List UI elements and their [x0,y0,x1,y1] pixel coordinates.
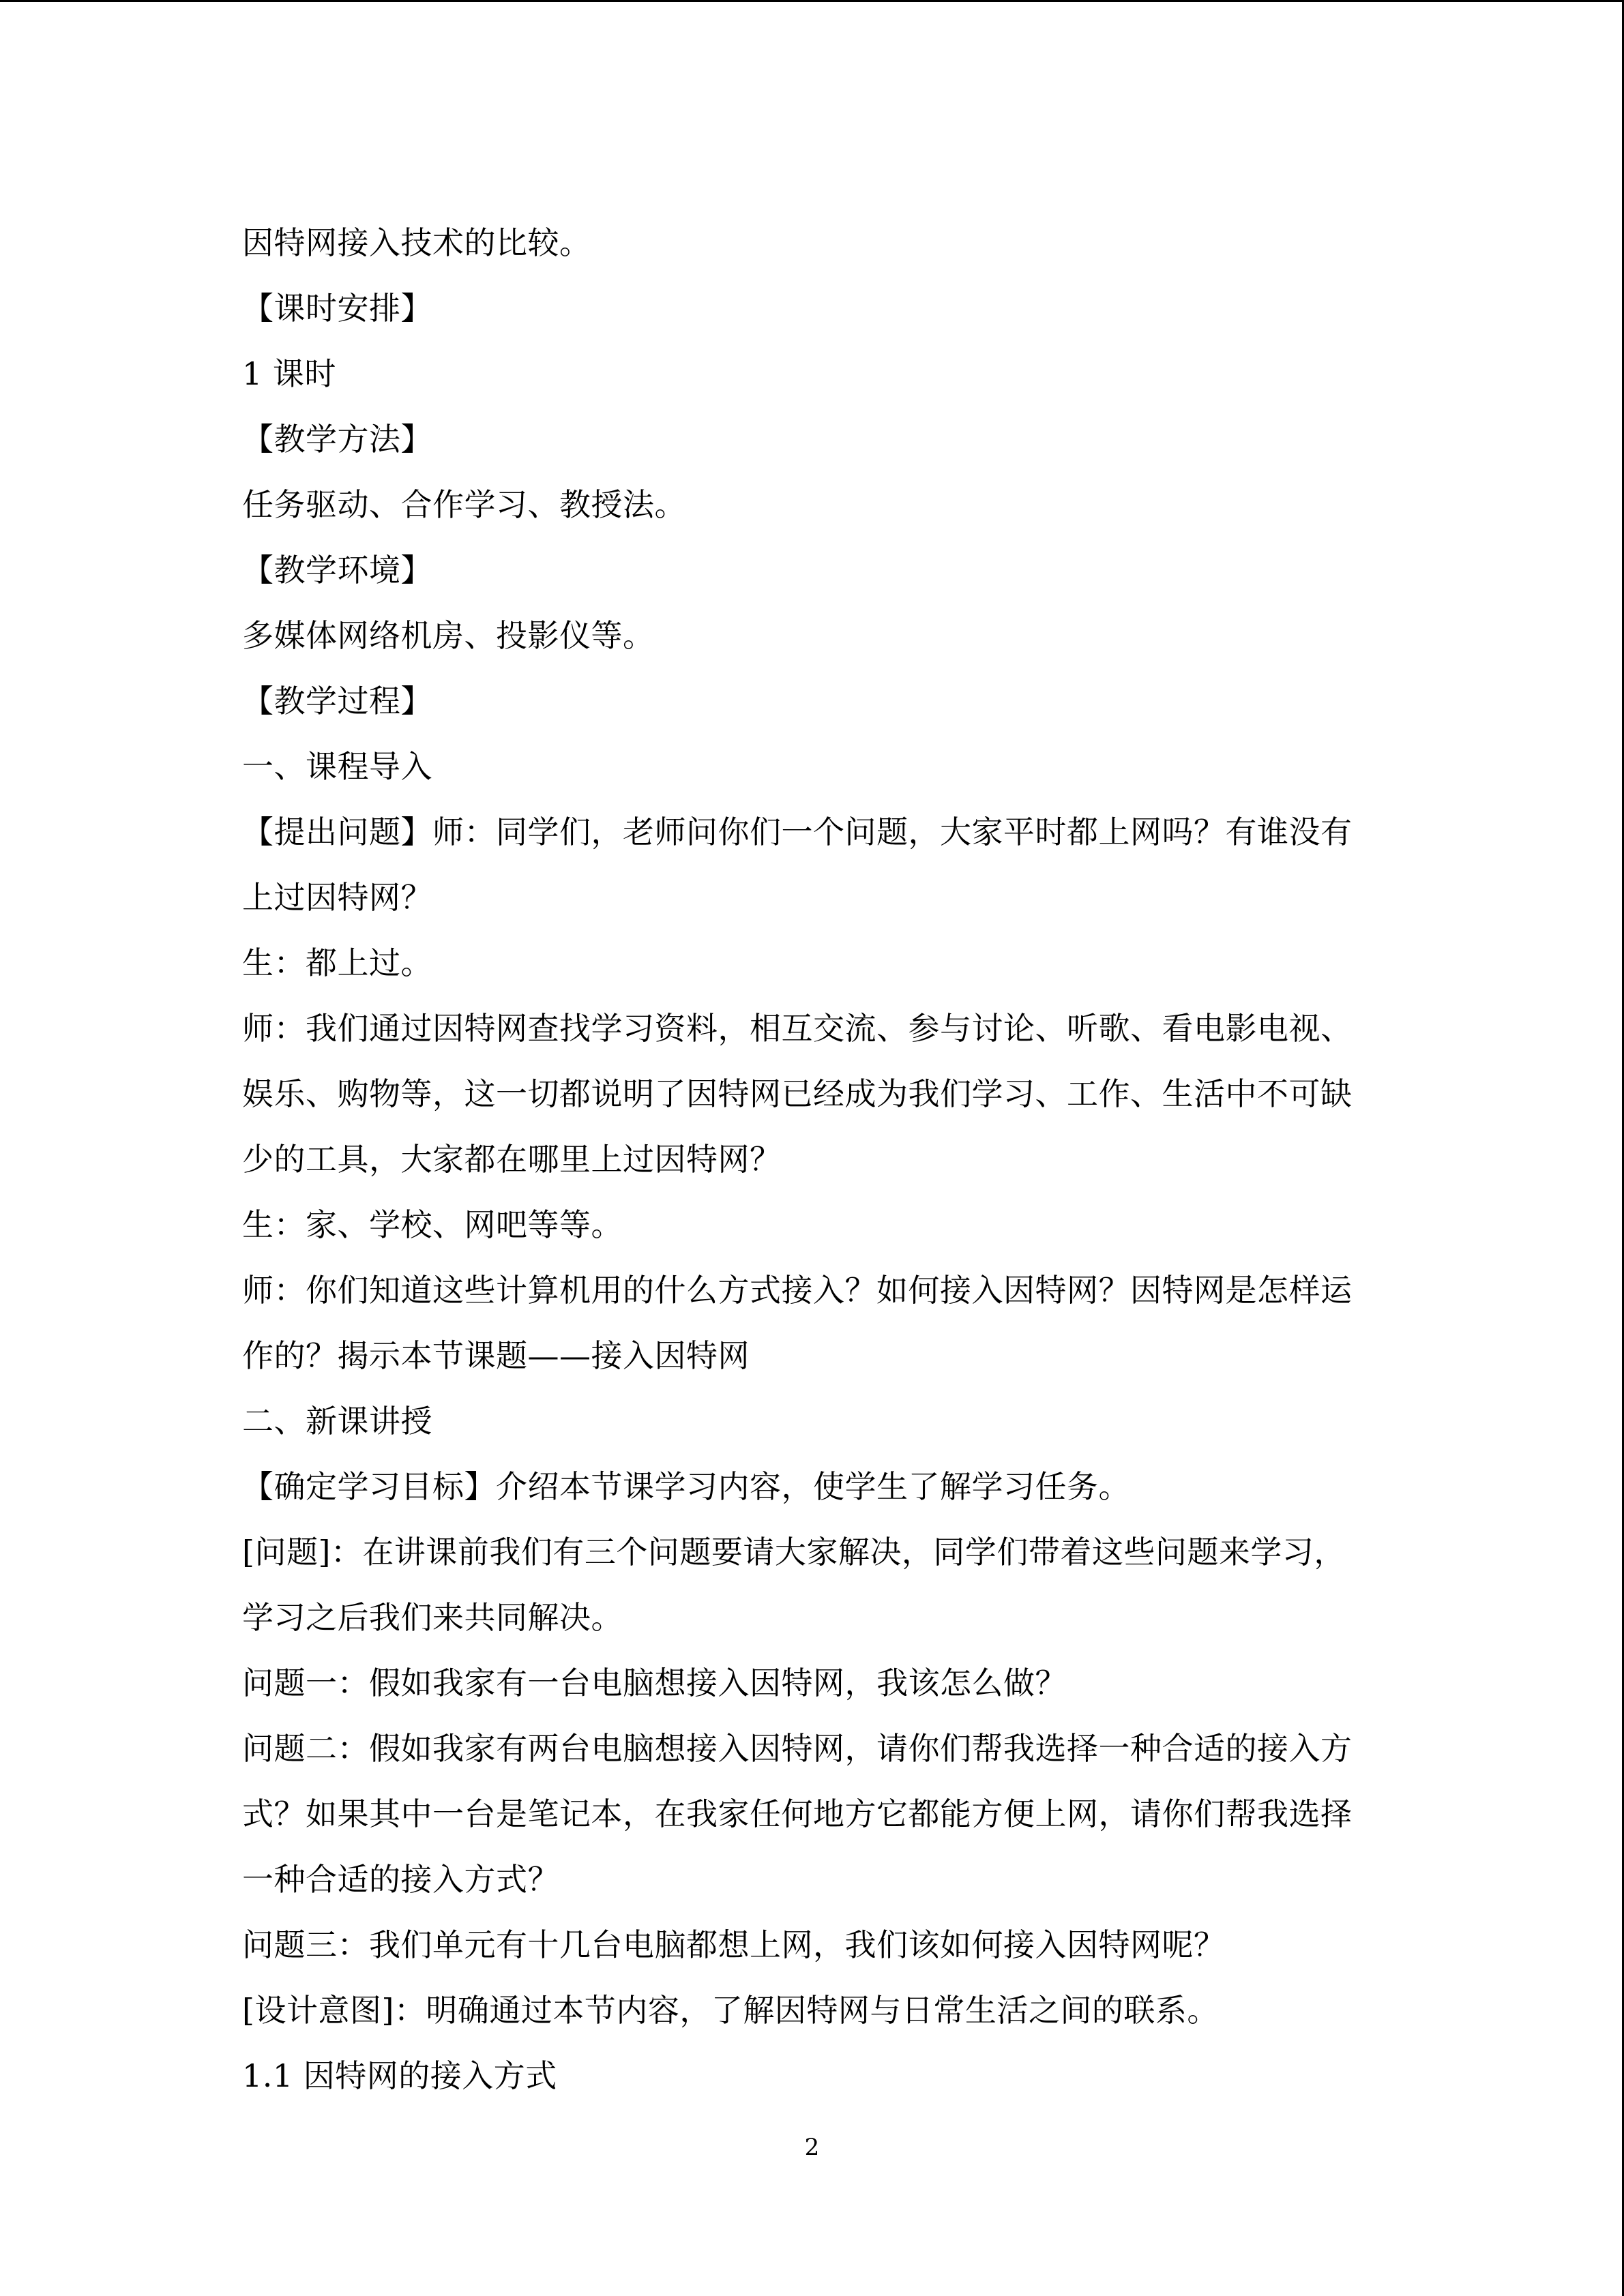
text-line: 1 课时 [242,355,336,392]
text-line: 生：都上过。 [242,944,432,981]
text-line: 学习之后我们来共同解决。 [242,1599,623,1636]
text-line: [设计意图]：明确通过本节内容，了解因特网与日常生活之间的联系。 [242,1992,1219,2029]
text-line: 师：你们知道这些计算机用的什么方式接入？如何接入因特网？因特网是怎样运 [242,1272,1353,1309]
text-line: 问题二：假如我家有两台电脑想接入因特网，请你们帮我选择一种合适的接入方 [242,1730,1353,1767]
subheading-new-lesson: 二、新课讲授 [242,1403,432,1440]
text-line: 上过因特网？ [242,879,432,916]
text-line: 问题一：假如我家有一台电脑想接入因特网，我该怎么做？ [242,1665,1067,1701]
text-line: 任务驱动、合作学习、教授法。 [242,486,686,523]
text-line: 作的？揭示本节课题——接入因特网 [242,1337,750,1374]
text-line: 一种合适的接入方式？ [242,1861,559,1898]
section-heading-environment: 【教学环境】 [242,552,432,588]
text-line: 因特网接入技术的比较。 [242,224,591,261]
text-line: 生：家、学校、网吧等等。 [242,1206,623,1243]
section-heading-schedule: 【课时安排】 [242,290,432,327]
document-body [242,210,1388,2108]
text-line: 式？如果其中一台是笔记本，在我家任何地方它都能方便上网，请你们帮我选择 [242,1795,1353,1832]
subheading-access-methods: 1.1 因特网的接入方式 [242,2057,557,2094]
text-line: 多媒体网络机房、投影仪等。 [242,617,655,654]
text-line: [问题]：在讲课前我们有三个问题要请大家解决，同学们带着这些问题来学习， [242,1534,1346,1570]
text-line: 【确定学习目标】介绍本节课学习内容，使学生了解学习任务。 [242,1468,1130,1505]
section-heading-method: 【教学方法】 [242,421,432,458]
text-line: 少的工具，大家都在哪里上过因特网？ [242,1141,782,1178]
text-line: 师：我们通过因特网查找学习资料，相互交流、参与讨论、听歌、看电影电视、 [242,1010,1353,1047]
top-border [0,0,1624,2]
text-line: 问题三：我们单元有十几台电脑都想上网，我们该如何接入因特网呢？ [242,1926,1226,1963]
text-line: 【提出问题】师：同学们，老师问你们一个问题，大家平时都上网吗？有谁没有 [242,814,1353,850]
text-line: 娱乐、购物等，这一切都说明了因特网已经成为我们学习、工作、生活中不可缺 [242,1075,1353,1112]
subheading-intro: 一、课程导入 [242,748,432,785]
section-heading-process: 【教学过程】 [242,683,432,719]
page-number: 2 [804,2134,820,2161]
